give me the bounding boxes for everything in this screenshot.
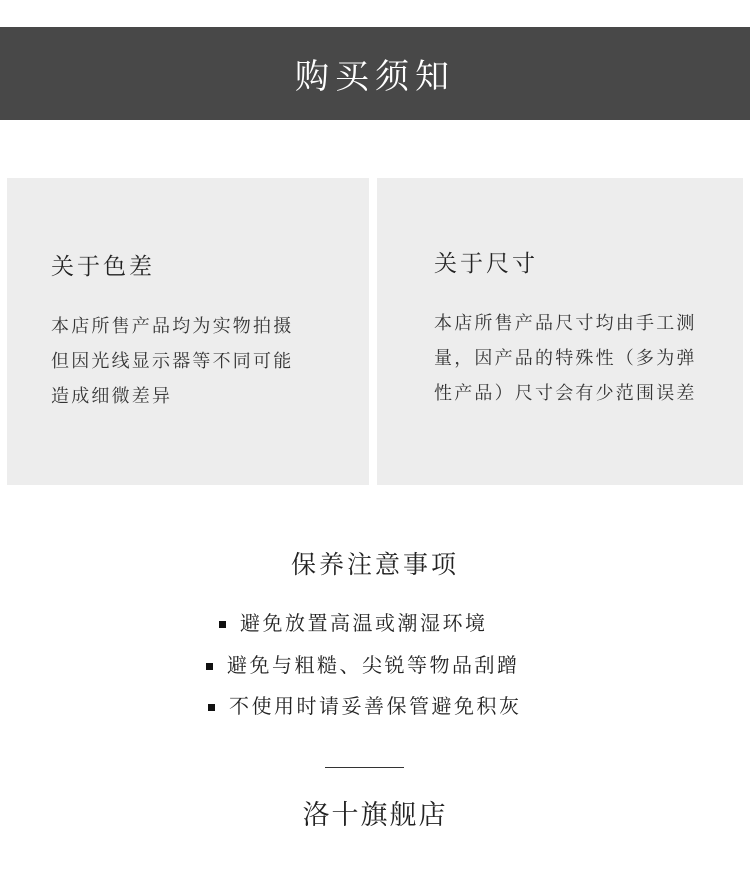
color-difference-line: 本店所售产品均为实物拍摄 <box>51 316 294 337</box>
square-bullet-icon <box>219 621 226 628</box>
size-line: 量，因产品的特殊性（多为弹 <box>434 348 697 369</box>
size-panel <box>377 178 743 485</box>
care-item-text: 避免放置高温或潮湿环境 <box>240 611 488 635</box>
care-item-text: 不使用时请妥善保管避免积灰 <box>229 694 522 718</box>
color-difference-panel <box>7 178 369 485</box>
color-difference-text <box>51 309 369 414</box>
size-line: 本店所售产品尺寸均由手工测 <box>434 313 697 334</box>
size-text <box>434 306 743 411</box>
size-title: 关于尺寸 <box>434 251 538 277</box>
care-item-text: 避免与粗糙、尖锐等物品刮蹭 <box>227 653 520 677</box>
care-section-title: 保养注意事项 <box>290 550 459 579</box>
store-name: 洛十旗舰店 <box>302 800 448 831</box>
care-list-item <box>208 690 522 719</box>
header-banner <box>0 27 750 120</box>
square-bullet-icon <box>208 704 215 711</box>
square-bullet-icon <box>206 663 213 670</box>
color-difference-line: 但因光线显示器等不同可能 <box>51 351 294 372</box>
divider-line <box>325 767 404 768</box>
care-list-item <box>219 607 488 636</box>
page-title: 购买须知 <box>295 57 455 97</box>
color-difference-line: 造成细微差异 <box>51 386 173 407</box>
size-line: 性产品）尺寸会有少范围误差 <box>434 383 697 404</box>
color-difference-title: 关于色差 <box>51 254 155 280</box>
care-list-item <box>206 649 520 678</box>
